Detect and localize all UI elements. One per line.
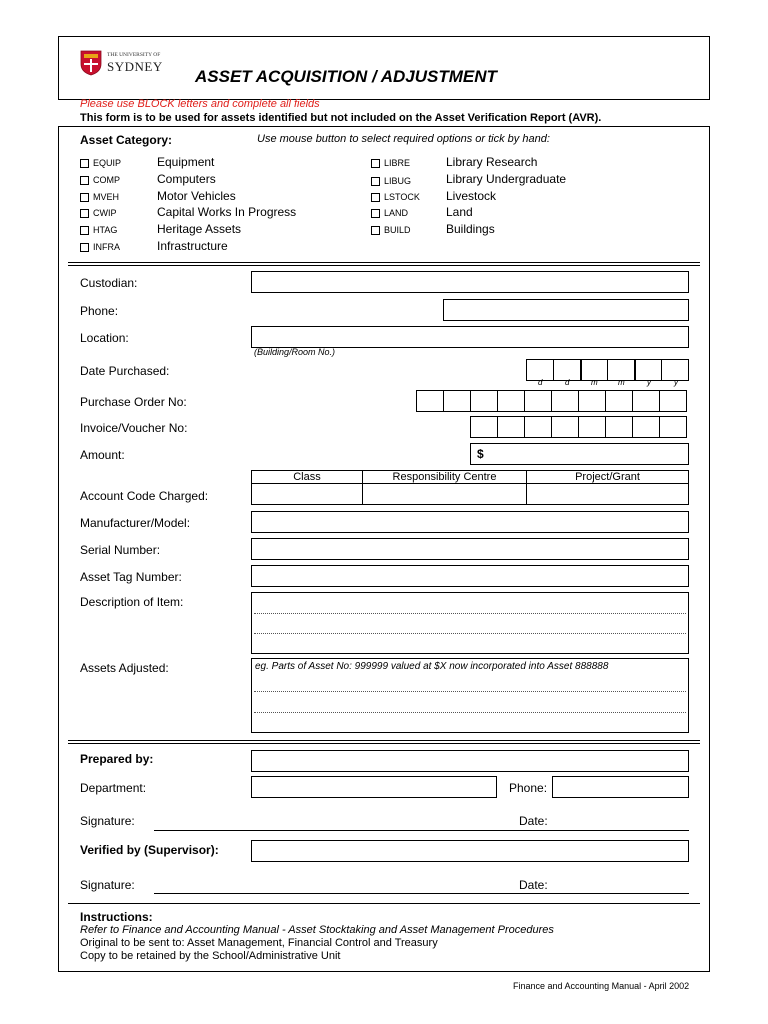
category-divider <box>68 262 700 263</box>
signoff-divider-2 <box>68 743 700 744</box>
comp-checkbox[interactable] <box>80 176 89 185</box>
instructions-line-1: Refer to Finance and Accounting Manual - Asset Stocktaking and Asset Management Procedures <box>80 924 554 936</box>
account-project-input[interactable] <box>526 483 689 505</box>
date-letter-6: y <box>674 378 678 387</box>
asset-tag-label: Asset Tag Number: <box>80 570 182 584</box>
date-letter-5: y <box>647 378 651 387</box>
account-code-label: Account Code Charged: <box>80 489 209 503</box>
inv-cell-6[interactable] <box>605 416 633 438</box>
supervisor-signature-line[interactable] <box>154 893 689 894</box>
htag-label: Heritage Assets <box>157 222 242 236</box>
land-code: LAND <box>384 208 409 218</box>
location-hint: (Building/Room No.) <box>254 347 336 357</box>
verified-by-input[interactable] <box>251 840 689 862</box>
libug-checkbox[interactable] <box>371 177 380 186</box>
category-divider-2 <box>68 265 700 266</box>
equip-code: EQUIP <box>93 158 122 168</box>
inv-cell-4[interactable] <box>551 416 579 438</box>
dollar-prefix: $ <box>477 447 484 461</box>
build-label: Buildings <box>446 222 495 236</box>
account-class-input[interactable] <box>251 483 363 505</box>
equip-label: Equipment <box>157 155 215 169</box>
cwip-code: CWIP <box>93 208 117 218</box>
assets-adjusted-label: Assets Adjusted: <box>80 661 169 675</box>
lstock-label: Livestock <box>446 189 497 203</box>
libre-label: Library Research <box>446 155 538 169</box>
mveh-code: MVEH <box>93 192 120 202</box>
supervisor-signature-label: Signature: <box>80 878 135 892</box>
land-label: Land <box>446 205 473 219</box>
inv-cell-1[interactable] <box>470 416 498 438</box>
asset-tag-input[interactable] <box>251 565 689 587</box>
libug-code: LIBUG <box>384 176 412 186</box>
amount-label: Amount: <box>80 448 125 462</box>
account-header-class: Class <box>251 470 363 484</box>
account-header-responsibility: Responsibility Centre <box>362 470 527 484</box>
instructions-line-2: Original to be sent to: Asset Management, Financial Control and Treasury <box>80 937 438 949</box>
location-label: Location: <box>80 331 129 345</box>
description-label: Description of Item: <box>80 595 184 609</box>
inv-cell-3[interactable] <box>524 416 552 438</box>
block-letters-note: Please use BLOCK letters and complete all fields <box>80 98 320 110</box>
purchase-order-label: Purchase Order No: <box>80 395 187 409</box>
purchase-order-cells[interactable] <box>416 390 687 412</box>
account-responsibility-input[interactable] <box>362 483 527 505</box>
infra-checkbox[interactable] <box>80 243 89 252</box>
university-logo <box>80 48 180 78</box>
prepared-by-label: Prepared by: <box>80 752 154 766</box>
amount-input[interactable] <box>470 443 689 465</box>
date-letter-1: d <box>538 378 543 387</box>
po-cell-1[interactable] <box>416 390 444 412</box>
footer-text: Finance and Accounting Manual - April 2002 <box>513 981 690 991</box>
department-phone-input[interactable] <box>552 776 689 798</box>
serial-input[interactable] <box>251 538 689 560</box>
instructions-heading: Instructions: <box>80 910 153 924</box>
prepared-by-input[interactable] <box>251 750 689 772</box>
verified-by-label: Verified by (Supervisor): <box>80 843 219 857</box>
adjusted-rule-1 <box>254 691 686 692</box>
department-input[interactable] <box>251 776 497 798</box>
build-code: BUILD <box>384 225 411 235</box>
assets-adjusted-input[interactable] <box>251 658 689 733</box>
signature-line[interactable] <box>154 830 689 831</box>
infra-code: INFRA <box>93 242 120 252</box>
crest-icon <box>80 50 102 76</box>
po-cell-6[interactable] <box>551 390 579 412</box>
invoice-cells[interactable] <box>470 416 687 438</box>
htag-checkbox[interactable] <box>80 226 89 235</box>
equip-checkbox[interactable] <box>80 159 89 168</box>
custodian-input[interactable] <box>251 271 689 293</box>
comp-label: Computers <box>157 172 216 186</box>
po-cell-10[interactable] <box>659 390 687 412</box>
date-purchased-label: Date Purchased: <box>80 364 170 378</box>
instructions-divider <box>68 903 700 904</box>
htag-code: HTAG <box>93 225 118 235</box>
department-label: Department: <box>80 781 147 795</box>
signature-date-label: Date: <box>519 814 548 828</box>
libre-checkbox[interactable] <box>371 159 380 168</box>
date-letter-2: d <box>565 378 570 387</box>
po-cell-4[interactable] <box>497 390 525 412</box>
date-letter-4: m <box>618 378 625 387</box>
department-phone-label: Phone: <box>509 781 548 795</box>
date-letter-3: m <box>591 378 598 387</box>
adjusted-rule-2 <box>254 712 686 713</box>
description-rule-2 <box>254 633 686 634</box>
asset-category-hint: Use mouse button to select required options or tick by hand: <box>257 133 550 145</box>
mveh-label: Motor Vehicles <box>157 189 236 203</box>
po-cell-8[interactable] <box>605 390 633 412</box>
instructions-line-3: Copy to be retained by the School/Administrative Unit <box>80 950 341 962</box>
manufacturer-input[interactable] <box>251 511 689 533</box>
location-input[interactable] <box>251 326 689 348</box>
po-cell-5[interactable] <box>524 390 552 412</box>
inv-cell-8[interactable] <box>659 416 687 438</box>
build-checkbox[interactable] <box>371 226 380 235</box>
logo-text-small: THE UNIVERSITY OF <box>107 52 161 58</box>
description-input[interactable] <box>251 592 689 654</box>
libre-code: LIBRE <box>384 158 411 168</box>
form-title: ASSET ACQUISITION / ADJUSTMENT <box>195 67 497 86</box>
inv-cell-5[interactable] <box>578 416 606 438</box>
inv-cell-7[interactable] <box>632 416 660 438</box>
custodian-label: Custodian: <box>80 276 138 290</box>
cwip-label: Capital Works In Progress <box>157 205 297 219</box>
serial-label: Serial Number: <box>80 543 161 557</box>
lstock-code: LSTOCK <box>384 192 420 202</box>
avr-note: This form is to be used for assets identified but not included on the Asset Verification Report (AVR). <box>80 112 602 124</box>
comp-code: COMP <box>93 175 120 185</box>
supervisor-date-label: Date: <box>519 878 548 892</box>
po-cell-2[interactable] <box>443 390 471 412</box>
cwip-checkbox[interactable] <box>80 209 89 218</box>
mveh-checkbox[interactable] <box>80 193 89 202</box>
lstock-checkbox[interactable] <box>371 193 380 202</box>
date-purchased-cells[interactable] <box>526 359 689 381</box>
po-cell-7[interactable] <box>578 390 606 412</box>
description-rule-1 <box>254 613 686 614</box>
asset-category-heading: Asset Category: <box>80 133 173 147</box>
phone-input[interactable] <box>443 299 689 321</box>
infra-label: Infrastructure <box>157 239 228 253</box>
logo-text-big: SYDNEY <box>107 59 163 74</box>
phone-label: Phone: <box>80 304 119 318</box>
po-cell-3[interactable] <box>470 390 498 412</box>
land-checkbox[interactable] <box>371 209 380 218</box>
signoff-divider <box>68 740 700 741</box>
po-cell-9[interactable] <box>632 390 660 412</box>
manufacturer-label: Manufacturer/Model: <box>80 516 191 530</box>
libug-label: Library Undergraduate <box>446 172 567 186</box>
inv-cell-2[interactable] <box>497 416 525 438</box>
assets-adjusted-example: eg. Parts of Asset No: 999999 valued at $X now incorporated into Asset 888888 <box>255 661 609 672</box>
signature-label: Signature: <box>80 814 135 828</box>
invoice-label: Invoice/Voucher No: <box>80 421 188 435</box>
account-header-project: Project/Grant <box>526 470 689 484</box>
